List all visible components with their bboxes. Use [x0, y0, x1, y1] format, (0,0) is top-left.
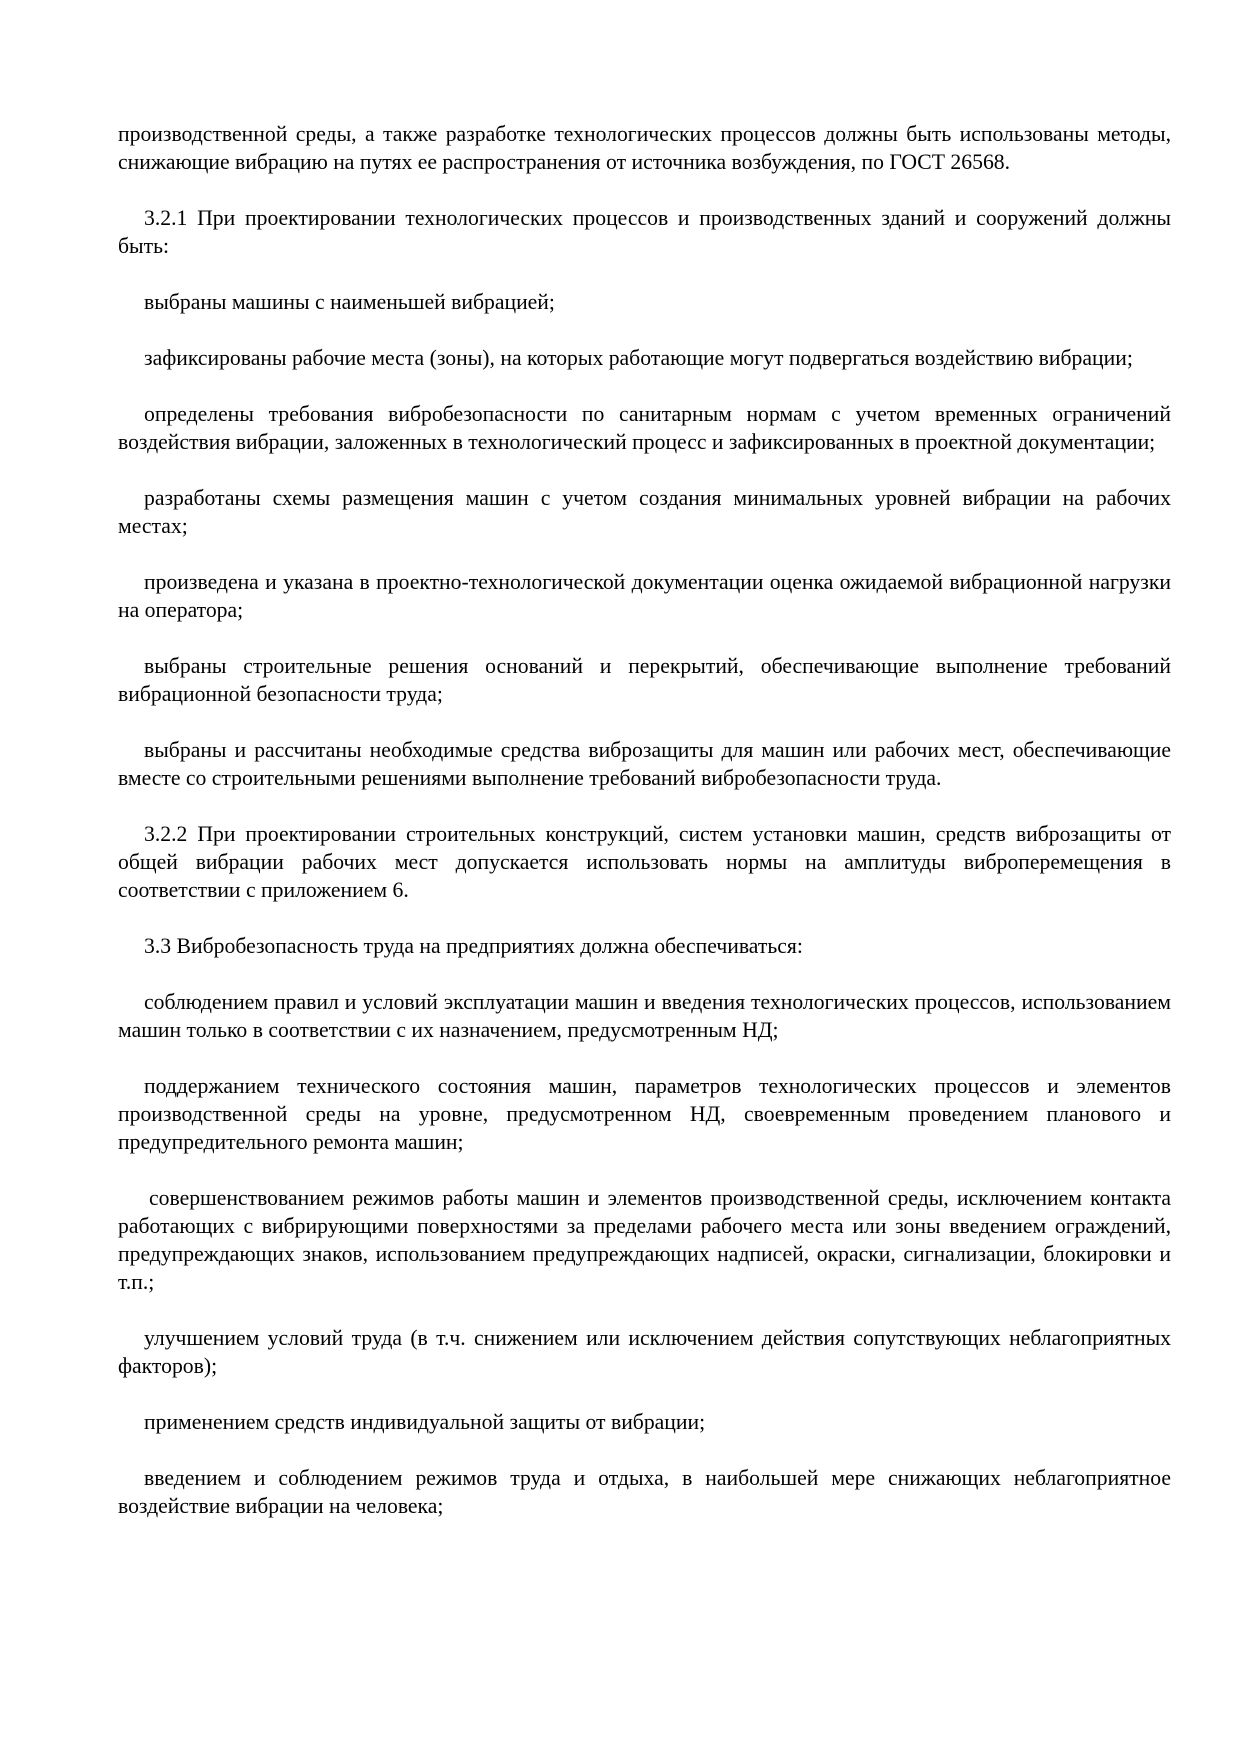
list-item-safety-requirements: определены требования вибробезопасности по санитарным нормам с учетом временных ограничений воздействия вибрации, заложенных в технологический процесс и зафиксированных в проектной документации;	[118, 402, 1171, 454]
list-item-placement-schemes: разработаны схемы размещения машин с учетом создания минимальных уровней вибрации на рабочих местах;	[118, 486, 1171, 538]
list-item-load-assessment: произведена и указана в проектно-технологической документации оценка ожидаемой вибрационной нагрузки на оператора;	[118, 570, 1171, 622]
paragraph-intro-continuation: производственной среды, а также разработке технологических процессов должны быть использованы методы, снижающие вибрацию на путях ее распространения от источника возбуждения, по ГОСТ 26568.	[118, 122, 1171, 174]
document-page	[118, 120, 1171, 1548]
list-item-working-conditions: улучшением условий труда (в т.ч. снижением или исключением действия сопутствующих неблагоприятных факторов);	[118, 1326, 1171, 1378]
list-item-work-modes-improvement: совершенствованием режимов работы машин и элементов производственной среды, исключением контакта работающих с вибрирующими поверхностями за пределами рабочего места или зоны введением ограждений, предупреждающих знаков, использованием предупреждающих надписей, окраски, сигнализации, блокировки и т.п.;	[118, 1186, 1171, 1294]
list-item-workplaces-fixed: зафиксированы рабочие места (зоны), на которых работающие могут подвергаться воздействию вибрации;	[144, 346, 1133, 370]
paragraph-3-3: 3.3 Вибробезопасность труда на предприятиях должна обеспечиваться:	[144, 934, 803, 958]
list-item-personal-protection: применением средств индивидуальной защиты от вибрации;	[144, 1410, 706, 1434]
list-item-protection-means: выбраны и рассчитаны необходимые средства виброзащиты для машин или рабочих мест, обеспечивающие вместе со строительными решениями выполнение требований вибробезопасности труда.	[118, 738, 1171, 790]
list-item-construction-solutions: выбраны строительные решения оснований и перекрытий, обеспечивающие выполнение требований вибрационной безопасности труда;	[118, 654, 1171, 706]
paragraph-3-2-2: 3.2.2 При проектировании строительных конструкций, систем установки машин, средств виброзащиты от общей вибрации рабочих мест допускается использовать нормы на амплитуды виброперемещения в соответствии с приложением 6.	[118, 822, 1171, 902]
paragraph-3-2-1: 3.2.1 При проектировании технологических процессов и производственных зданий и сооружений должны быть:	[118, 206, 1171, 258]
list-item-technical-condition: поддержанием технического состояния машин, параметров технологических процессов и элементов производственной среды на уровне, предусмотренном НД, своевременным проведением планового и предупредительного ремонта машин;	[118, 1074, 1171, 1154]
list-item-operation-rules: соблюдением правил и условий эксплуатации машин и введения технологических процессов, использованием машин только в соответствии с их назначением, предусмотренным НД;	[118, 990, 1171, 1042]
list-item-machines-low-vibration: выбраны машины с наименьшей вибрацией;	[144, 290, 555, 314]
list-item-work-rest-regime: введением и соблюдением режимов труда и отдыха, в наибольшей мере снижающих неблагоприятное воздействие вибрации на человека;	[118, 1466, 1171, 1518]
